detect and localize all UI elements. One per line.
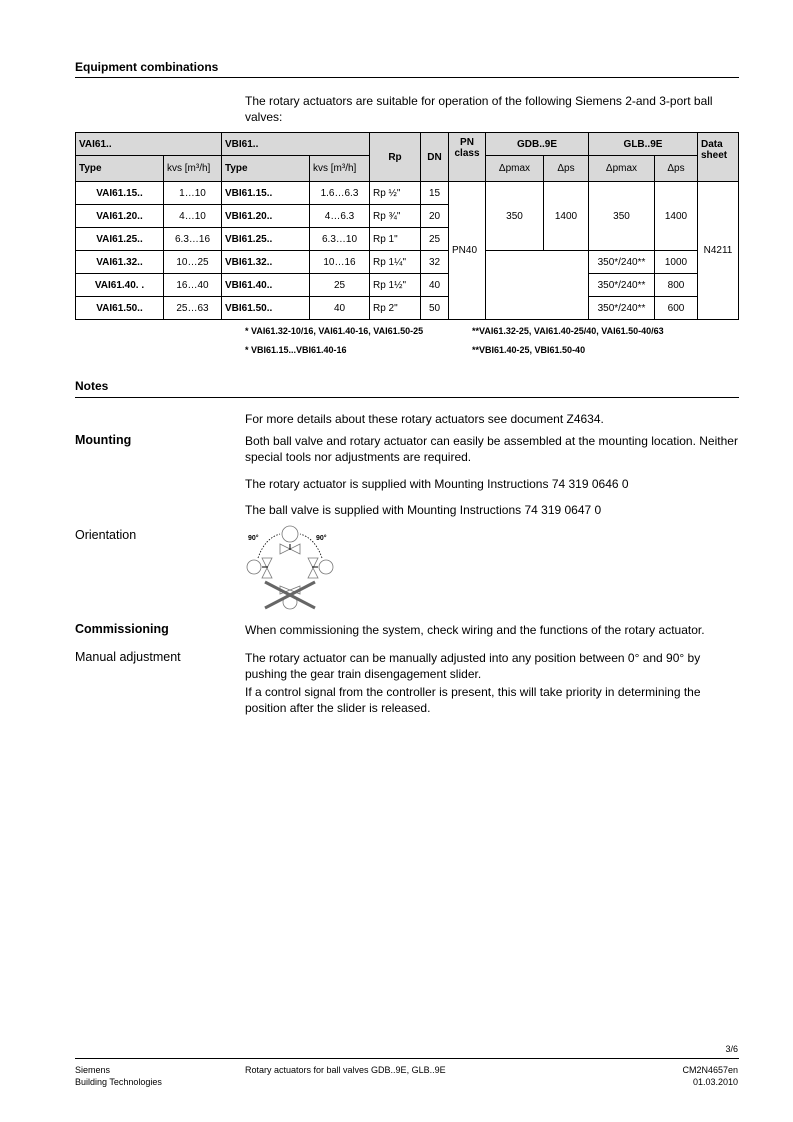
header-type: Type	[76, 156, 164, 182]
header-dps: Δps	[655, 156, 698, 182]
pn-class: PN40	[449, 182, 486, 320]
rp: Rp 2"	[370, 297, 421, 320]
gdb-empty-cell	[486, 251, 589, 320]
vbi-kvs: 25	[310, 274, 370, 297]
angle-label-left: 90°	[248, 535, 259, 542]
section-heading-notes: Notes	[75, 379, 109, 393]
table-row	[76, 182, 739, 205]
vbi-kvs: 6.3…10	[310, 228, 370, 251]
mounting-actuator-text: The rotary actuator is supplied with Mounting Instructions 74 319 0646 0	[245, 477, 629, 491]
dn: 25	[421, 228, 449, 251]
vai-type: VAI61.15..	[76, 182, 164, 205]
footer-division: Building Technologies	[75, 1077, 162, 1087]
divider	[75, 397, 739, 398]
footnote: * VAI61.32-10/16, VAI61.40-16, VAI61.50-25	[245, 326, 424, 336]
mounting-valve-text: The ball valve is supplied with Mounting Instructions 74 319 0647 0	[245, 503, 602, 517]
orientation-diagram	[240, 520, 350, 615]
header-vbi: VBI61..	[222, 133, 370, 156]
header-kvs: kvs [m³/h]	[164, 156, 222, 182]
divider	[75, 1058, 739, 1059]
dn: 32	[421, 251, 449, 274]
dn: 15	[421, 182, 449, 205]
vai-type: VAI61.25..	[76, 228, 164, 251]
header-dps: Δps	[544, 156, 589, 182]
vai-kvs: 1…10	[164, 182, 222, 205]
glb-dpmax: 350	[589, 182, 655, 251]
intro-text: The rotary actuators are suitable for operation of the following Siemens 2-and 3-port ball valves:	[245, 94, 713, 124]
rp: Rp 1¼"	[370, 251, 421, 274]
header-dn: DN	[421, 133, 449, 182]
vai-type: VAI61.20..	[76, 205, 164, 228]
orientation-label: Orientation	[75, 528, 137, 542]
table-row	[76, 251, 739, 274]
vbi-type: VBI61.50..	[222, 297, 310, 320]
rp: Rp ¾"	[370, 205, 421, 228]
glb-dps: 800	[655, 274, 698, 297]
commissioning-label: Commissioning	[75, 622, 169, 636]
header-vai: VAI61..	[76, 133, 222, 156]
footnote: **VAI61.32-25, VAI61.40-25/40, VAI61.50-40/63	[472, 326, 664, 336]
manual-text-2: If a control signal from the controller is present, this will take priority in determining the position after the slider is released.	[245, 685, 701, 715]
section-heading-equipment: Equipment combinations	[75, 60, 219, 74]
header-dpmax: Δpmax	[486, 156, 544, 182]
vbi-kvs: 1.6…6.3	[310, 182, 370, 205]
footer-company: Siemens	[75, 1065, 111, 1075]
divider	[75, 77, 739, 78]
vai-kvs: 25…63	[164, 297, 222, 320]
header-kvs: kvs [m³/h]	[310, 156, 370, 182]
footer-date: 01.03.2010	[692, 1077, 738, 1087]
header-datasheet: Data sheet	[698, 133, 739, 182]
glb-dps: 1000	[655, 251, 698, 274]
footnote: * VBI61.15...VBI61.40-16	[245, 345, 347, 355]
angle-label-right: 90°	[316, 535, 327, 542]
vbi-kvs: 4…6.3	[310, 205, 370, 228]
vbi-type: VBI61.40..	[222, 274, 310, 297]
footer-doc-number: CM2N4657en	[682, 1065, 738, 1075]
glb-dpmax: 350*/240**	[589, 251, 655, 274]
table-row	[76, 297, 739, 320]
manual-adjustment-label: Manual adjustment	[75, 650, 181, 664]
glb-dpmax: 350*/240**	[589, 274, 655, 297]
vai-type: VAI61.50..	[76, 297, 164, 320]
equipment-table	[75, 132, 739, 320]
details-text: For more details about these rotary actuators see document Z4634.	[245, 412, 604, 426]
gdb-dpmax: 350	[486, 182, 544, 251]
rp: Rp 1"	[370, 228, 421, 251]
header-pn: PN class	[449, 133, 486, 182]
page-number: 3/6	[725, 1044, 738, 1054]
mounting-label: Mounting	[75, 433, 132, 447]
header-type: Type	[222, 156, 310, 182]
glb-dps: 1400	[655, 182, 698, 251]
rp: Rp ½"	[370, 182, 421, 205]
vbi-type: VBI61.25..	[222, 228, 310, 251]
header-rp: Rp	[370, 133, 421, 182]
vbi-kvs: 10…16	[310, 251, 370, 274]
commissioning-text: When commissioning the system, check wiring and the functions of the rotary actuator.	[245, 623, 705, 637]
gdb-dps: 1400	[544, 182, 589, 251]
footnote: **VBI61.40-25, VBI61.50-40	[472, 345, 586, 355]
vai-type: VAI61.32..	[76, 251, 164, 274]
header-gdb: GDB..9E	[486, 133, 589, 156]
rp: Rp 1½"	[370, 274, 421, 297]
vai-kvs: 6.3…16	[164, 228, 222, 251]
vai-kvs: 16…40	[164, 274, 222, 297]
table-row	[76, 274, 739, 297]
header-glb: GLB..9E	[589, 133, 698, 156]
dn: 20	[421, 205, 449, 228]
vbi-type: VBI61.20..	[222, 205, 310, 228]
header-dpmax: Δpmax	[589, 156, 655, 182]
manual-text-1: The rotary actuator can be manually adjusted into any position between 0° and 90° by pushing the gear train disengagement slider.	[245, 651, 701, 681]
vbi-type: VBI61.32..	[222, 251, 310, 274]
glb-dpmax: 350*/240**	[589, 297, 655, 320]
glb-dps: 600	[655, 297, 698, 320]
datasheet: N4211	[698, 182, 739, 320]
dn: 40	[421, 274, 449, 297]
footer-title: Rotary actuators for ball valves GDB..9E, GLB..9E	[245, 1065, 446, 1075]
vai-kvs: 10…25	[164, 251, 222, 274]
vbi-type: VBI61.15..	[222, 182, 310, 205]
mounting-text: Both ball valve and rotary actuator can easily be assembled at the mounting location. Neither special tools nor adjustments are required.	[245, 434, 738, 464]
dn: 50	[421, 297, 449, 320]
vbi-kvs: 40	[310, 297, 370, 320]
vai-type: VAI61.40. .	[76, 274, 164, 297]
vai-kvs: 4…10	[164, 205, 222, 228]
